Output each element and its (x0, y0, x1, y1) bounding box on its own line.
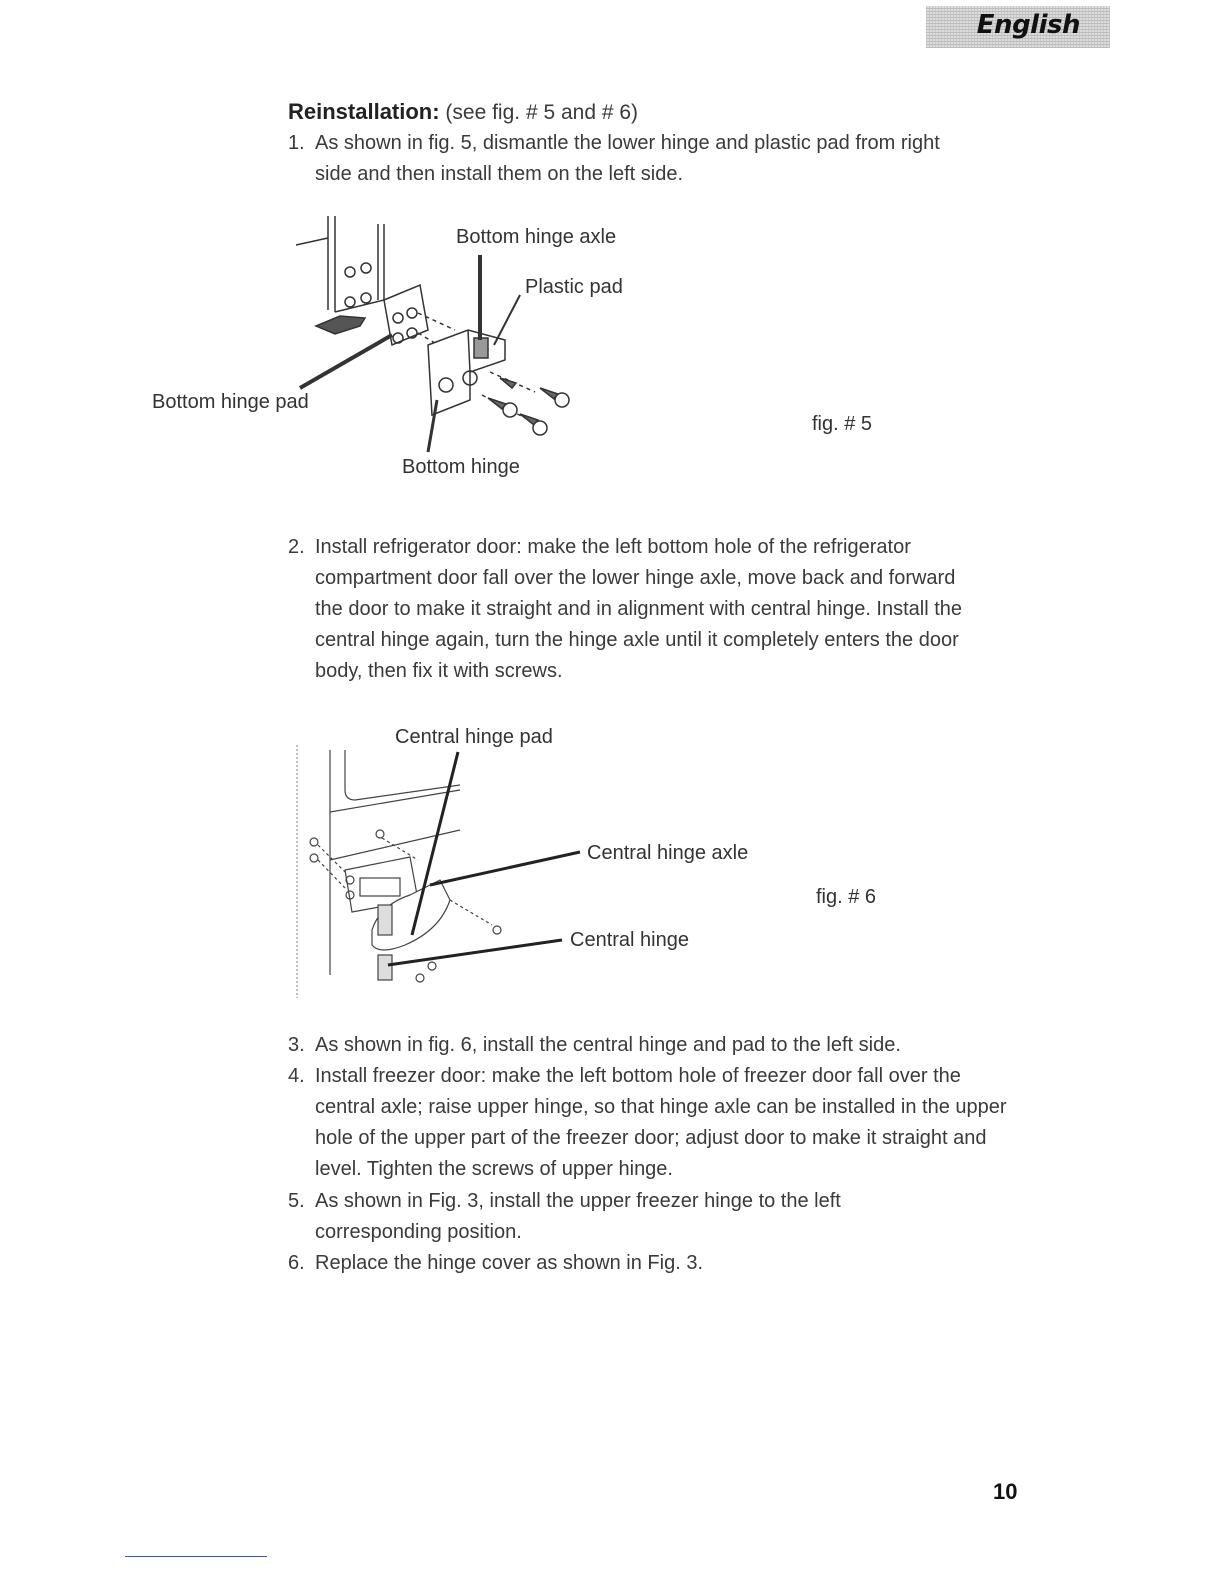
label-plastic-pad: Plastic pad (525, 276, 623, 298)
figure-6-caption: fig. # 6 (816, 886, 877, 908)
step-number: 5. (288, 1190, 305, 1212)
figure-5-caption: fig. # 5 (812, 413, 873, 435)
step-5 (288, 1186, 928, 1248)
section-title: Reinstallation: (288, 99, 440, 124)
section-heading (288, 98, 638, 127)
step-number: 2. (288, 536, 305, 558)
step-number: 1. (288, 132, 305, 154)
step-text: As shown in fig. 6, install the central hinge and pad to the left side. (315, 1034, 901, 1056)
step-text: Replace the hinge cover as shown in Fig. 3. (315, 1252, 703, 1274)
step-1 (288, 128, 978, 190)
step-2 (288, 532, 988, 687)
step-3 (288, 1030, 1008, 1061)
step-number: 3. (288, 1034, 305, 1056)
step-4 (288, 1061, 1008, 1185)
label-bottom-hinge-axle: Bottom hinge axle (456, 226, 617, 248)
step-text: Install freezer door: make the left bottom hole of freezer door fall over the central axle; raise upper hinge, so that hinge axle can be installed in the upper hole of the upper part of the freezer door; adjust door to make it straight and level. Tighten the screws of upper hinge. (315, 1065, 1007, 1180)
step-number: 4. (288, 1065, 305, 1087)
language-label: English (976, 10, 1080, 40)
page-number: 10 (993, 1479, 1018, 1504)
step-text: Install refrigerator door: make the left bottom hole of the refrigerator compartment door fall over the lower hinge axle, move back and forward the door to make it straight and in alignment with central hinge. Install the central hinge again, turn the hinge axle until it completely enters the door body, then fix it with screws. (315, 536, 963, 682)
step-6 (288, 1248, 928, 1279)
section-subtitle: (see fig. # 5 and # 6) (439, 101, 639, 124)
step-text: As shown in fig. 5, dismantle the lower hinge and plastic pad from right side and then install them on the left side. (315, 132, 940, 185)
label-central-hinge: Central hinge (570, 929, 689, 951)
step-text: As shown in Fig. 3, install the upper freezer hinge to the left corresponding position. (315, 1190, 841, 1243)
language-tab (926, 6, 1110, 48)
footer-rule (125, 1556, 267, 1557)
step-number: 6. (288, 1252, 305, 1274)
label-bottom-hinge: Bottom hinge (402, 456, 520, 478)
label-bottom-hinge-pad: Bottom hinge pad (152, 391, 309, 413)
label-central-hinge-pad: Central hinge pad (395, 726, 553, 748)
label-central-hinge-axle: Central hinge axle (587, 842, 749, 864)
